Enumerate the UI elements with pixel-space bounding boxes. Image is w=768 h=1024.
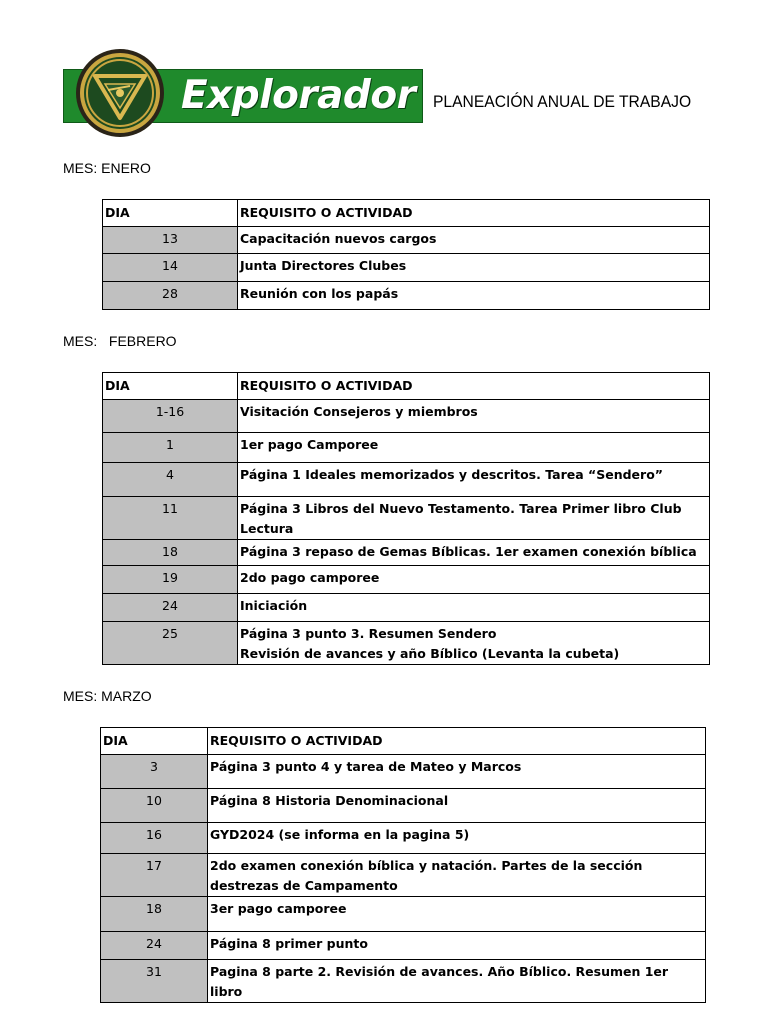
activity-cell: GYD2024 (se informa en la pagina 5): [208, 823, 706, 854]
table-row: [103, 463, 710, 497]
day-cell: 24: [101, 932, 208, 960]
activity-cell: Capacitación nuevos cargos: [238, 227, 710, 254]
column-header-activity: REQUISITO O ACTIVIDAD: [238, 373, 710, 400]
logo-text: Explorador: [181, 73, 416, 118]
table-row: [101, 823, 706, 854]
table-row: [101, 755, 706, 789]
table-row: [103, 566, 710, 594]
column-header-day: DIA: [103, 373, 238, 400]
table-row: [103, 594, 710, 622]
day-cell: 13: [103, 227, 238, 254]
activity-cell: Página 3 punto 4 y tarea de Mateo y Marcos: [208, 755, 706, 789]
day-cell: 1-16: [103, 400, 238, 433]
activity-cell: Página 1 Ideales memorizados y descritos. Tarea “Sendero”: [238, 463, 710, 497]
schedule-table-enero: [102, 199, 710, 310]
table-header-row: [103, 200, 710, 227]
activity-cell: Iniciación: [238, 594, 710, 622]
day-cell: 1: [103, 433, 238, 463]
explorer-emblem-icon: [75, 46, 165, 140]
table-header-row: [101, 728, 706, 755]
table-row: [103, 400, 710, 433]
activity-line-1: Página 3 punto 3. Resumen Sendero: [240, 626, 497, 641]
activity-cell: Visitación Consejeros y miembros: [238, 400, 710, 433]
activity-cell: Página 8 Historia Denominacional: [208, 789, 706, 823]
table-row: [103, 433, 710, 463]
table-row: [101, 897, 706, 932]
activity-cell: 1er pago Camporee: [238, 433, 710, 463]
table-row: [103, 540, 710, 566]
page-header: [63, 46, 763, 146]
activity-cell: Reunión con los papás: [238, 282, 710, 310]
table-row: [101, 932, 706, 960]
table-row: [103, 497, 710, 540]
day-cell: 10: [101, 789, 208, 823]
table-row: [103, 282, 710, 310]
day-cell: 17: [101, 854, 208, 897]
activity-cell: 3er pago camporee: [208, 897, 706, 932]
table-row: [101, 789, 706, 823]
day-cell: 4: [103, 463, 238, 497]
activity-cell: Junta Directores Clubes: [238, 254, 710, 282]
day-cell: 18: [101, 897, 208, 932]
column-header-activity: REQUISITO O ACTIVIDAD: [238, 200, 710, 227]
activity-cell: Página 8 primer punto: [208, 932, 706, 960]
table-row: [103, 227, 710, 254]
column-header-day: DIA: [103, 200, 238, 227]
day-cell: 18: [103, 540, 238, 566]
table-row: [103, 254, 710, 282]
activity-cell: Pagina 8 parte 2. Revisión de avances. Año Bíblico. Resumen 1er libro: [208, 960, 706, 1003]
activity-cell: [238, 622, 710, 665]
day-cell: 31: [101, 960, 208, 1003]
day-cell: 3: [101, 755, 208, 789]
activity-cell: Página 3 repaso de Gemas Bíblicas. 1er examen conexión bíblica: [238, 540, 710, 566]
activity-cell: 2do examen conexión bíblica y natación. Partes de la sección destrezas de Campamento: [208, 854, 706, 897]
schedule-table-marzo: [100, 727, 706, 1003]
table-header-row: [103, 373, 710, 400]
day-cell: 19: [103, 566, 238, 594]
document-title: PLANEACIÓN ANUAL DE TRABAJO: [433, 92, 692, 111]
day-cell: 24: [103, 594, 238, 622]
month-label-marzo: MES: MARZO: [63, 688, 152, 704]
month-label-febrero: MES: FEBRERO: [63, 333, 177, 349]
table-row: [103, 622, 710, 665]
day-cell: 14: [103, 254, 238, 282]
column-header-day: DIA: [101, 728, 208, 755]
activity-cell: Página 3 Libros del Nuevo Testamento. Tarea Primer libro Club Lectura: [238, 497, 710, 540]
table-row: [101, 854, 706, 897]
day-cell: 28: [103, 282, 238, 310]
activity-cell: 2do pago camporee: [238, 566, 710, 594]
schedule-table-febrero: [102, 372, 710, 665]
day-cell: 11: [103, 497, 238, 540]
day-cell: 16: [101, 823, 208, 854]
column-header-activity: REQUISITO O ACTIVIDAD: [208, 728, 706, 755]
activity-line-2: Revisión de avances y año Bíblico (Levanta la cubeta): [240, 646, 620, 661]
month-label-enero: MES: ENERO: [63, 160, 151, 176]
day-cell: 25: [103, 622, 238, 665]
table-row: [101, 960, 706, 1003]
